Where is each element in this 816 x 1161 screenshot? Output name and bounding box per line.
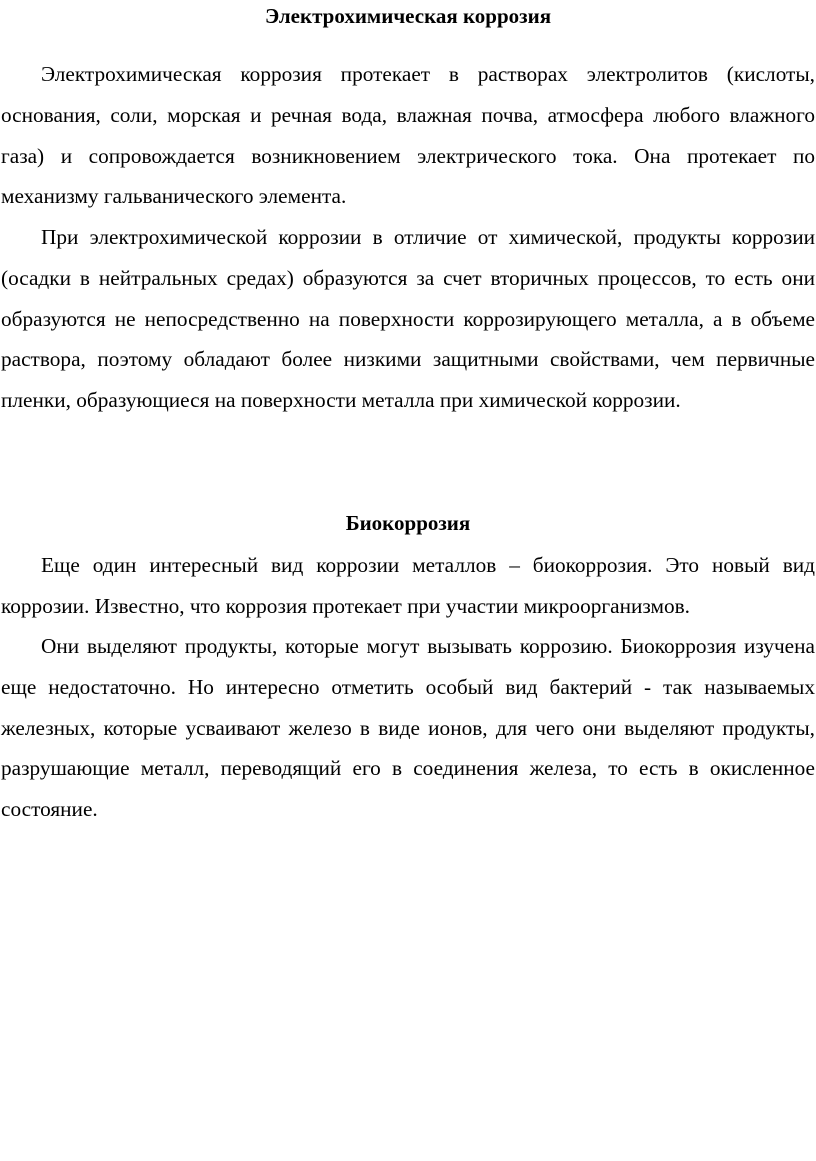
paragraph-electrochemical-definition: Электрохимическая коррозия протекает в растворах электролитов (кислоты, основания, соли, морская и речная вода, влажная почва, атмосфера любого влажного газа) и сопровождается возникновением электрического тока. Она протекает по механизму гальванического элемента. xyxy=(1,62,815,209)
paragraph-electrochemical-products: При электрохимической коррозии в отличие от химической, продукты коррозии (осадки в нейтральных средах) образуются за счет вторичных процессов, то есть они образуются не непосредственно на поверхности коррозирующего металла, а в объеме раствора, поэтому обладают более низкими защитными свойствами, чем первичные пленки, образующиеся на поверхности металла при химической коррозии. xyxy=(1,225,815,413)
paragraph-biocorrosion-bacteria: Они выделяют продукты, которые могут вызывать коррозию. Биокоррозия изучена еще недостаточно. Но интересно отметить особый вид бактерий - так называемых железных, которые усваивают железо в виде ионов, для чего они выделяют продукты, разрушающие металл, переводящий его в соединения железа, то есть в окисленное состояние. xyxy=(1,634,815,822)
paragraph-biocorrosion-intro: Еще один интересный вид коррозии металлов – биокоррозия. Это новый вид коррозии. Известно, что коррозия протекает при участии микроорганизмов. xyxy=(1,553,815,618)
section-heading-biocorrosion: Биокоррозия xyxy=(345,511,471,535)
section-heading-electrochemical-corrosion: Электрохимическая коррозия xyxy=(264,4,552,28)
